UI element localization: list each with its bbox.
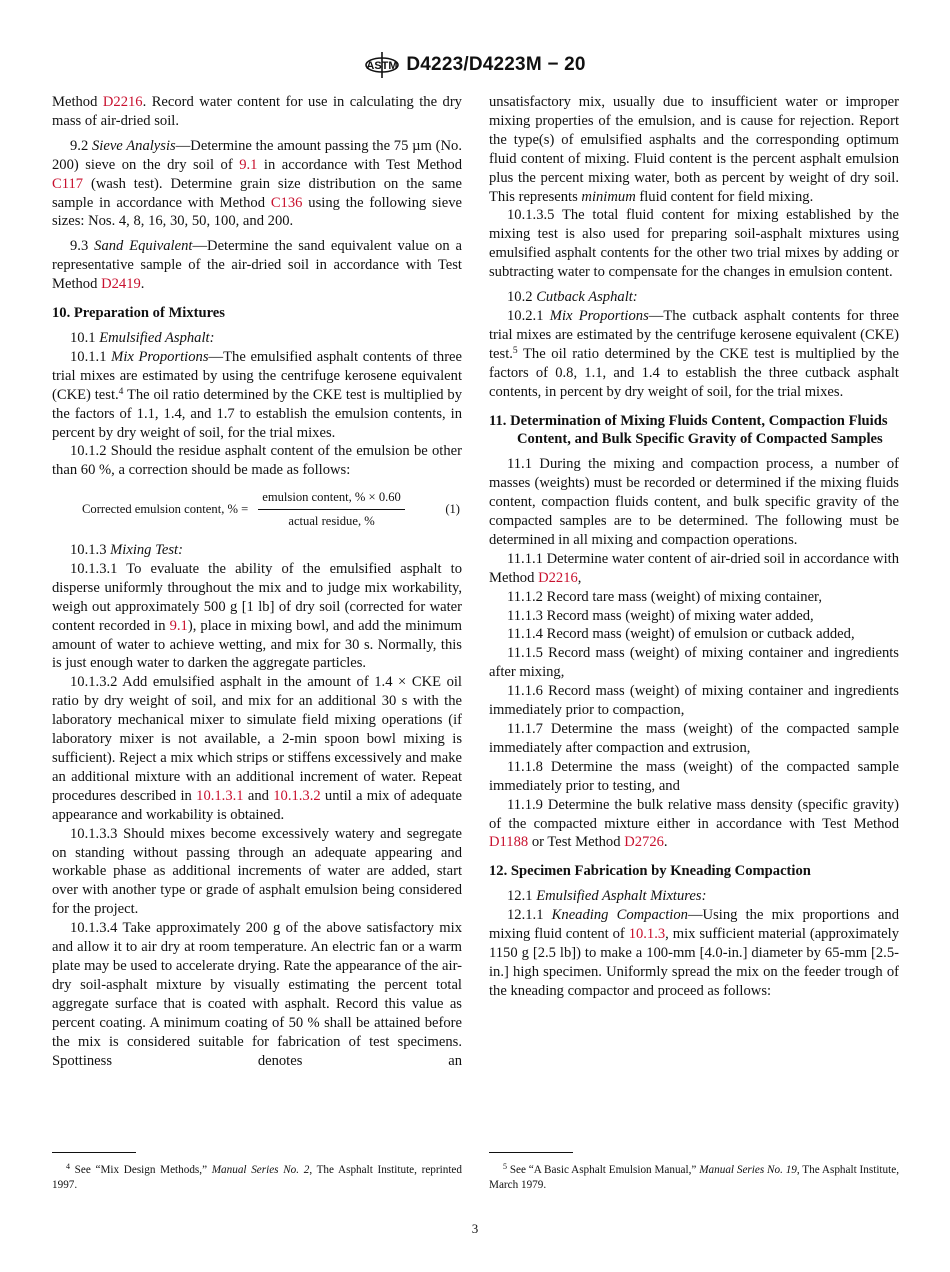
text-run: 10.1.3.3 Should mixes become excessively watery and segregate on standing without passing through an adequate appearing and workable phase as additional increments of water are added, start over with another type or grade of asphalt emulsion being considered for the project. — [52, 825, 462, 918]
text-run: —Using the mix proportions and mixing fluid content of — [489, 907, 900, 943]
text-run: 10.1 — [70, 329, 100, 346]
italic-run: Sand Equivalent — [94, 238, 193, 255]
text-run: 10.1.3 — [70, 542, 111, 559]
italic-run: Sieve Analysis — [91, 137, 176, 154]
text-run: 9.2 — [70, 137, 92, 154]
italic-run: Kneading Compaction — [551, 907, 688, 924]
page-header — [0, 50, 950, 80]
text-run: 11.1.8 Determine the mass (weight) of the compacted sample immediately prior to testing, and — [489, 758, 899, 794]
astm-logo-icon — [364, 50, 400, 80]
equation-lhs: Corrected emulsion content, % = — [82, 502, 249, 517]
paragraph — [52, 442, 462, 480]
italic-run: Mix Proportions — [549, 307, 649, 324]
paragraph — [489, 288, 899, 307]
left-column — [52, 93, 462, 1070]
paragraph — [489, 93, 899, 206]
right-column — [489, 93, 899, 1001]
text-run: 10.1.1 — [70, 348, 112, 365]
text-run: See “A Basic Asphalt Emulsion Manual,” — [507, 1164, 700, 1176]
reference-link[interactable]: 9.1 — [239, 156, 258, 173]
paragraph — [52, 541, 462, 560]
text-run: —Determine the sand equivalent value on a representative sample of the air-dried soil in accordance with Test Method — [52, 238, 462, 293]
reference-link[interactable]: D2216 — [102, 94, 143, 110]
text-run: in accordance with Test Method — [257, 156, 462, 173]
italic-run: Manual Series No. 2 — [211, 1164, 310, 1176]
reference-link[interactable]: D2216 — [538, 569, 578, 586]
paragraph — [489, 607, 899, 626]
paragraph — [52, 919, 462, 1070]
paragraph — [489, 720, 899, 758]
equation-number: (1) — [445, 502, 460, 517]
reference-link[interactable]: D2419 — [101, 276, 141, 293]
equation-fraction — [258, 488, 405, 531]
text-run: fluid content for field mixing. — [635, 188, 814, 205]
footnote-4 — [52, 1163, 462, 1192]
document-designation: D4223/D4223M − 20 — [406, 54, 586, 75]
footnote-marker: 4 — [66, 1162, 70, 1171]
text-run: —The cutback asphalt contents for three trial mixes are estimated by the centrifuge kerosene equivalent (CKE) test. — [489, 307, 900, 362]
text-run: until a mix of adequate appearance and workability is obtained. — [52, 787, 463, 823]
text-run: unsatisfactory mix, usually due to insufficient water or improper mixing properties of the emulsion, and is cause for rejection. Report the type(s) of emulsified asphalts and the corresponding optimum fluid content of mixing. Fluid content is the percent asphalt emulsion plus the percent mixing water, both as percent by weight of dry soil. This represents — [489, 94, 899, 205]
text-run: ), place in mixing bowl, and add the minimum amount of water to achieve wetting, and mix for 30 s. Normally, this is just enough water to darken the aggregate particles. — [52, 617, 462, 672]
text-run: , mix sufficient material (approximately 1150 g [2.5 lb]) to make a 100-mm [4.0-in.] diameter by 65-mm [2.5-in.] high specimen. Uniformly spread the mix on the feeder trough of the kneading compactor and proceed as follows: — [489, 926, 899, 999]
paragraph — [489, 906, 899, 1001]
text-run: 10.2 — [507, 289, 537, 306]
text-run: , The Asphalt Institute, reprinted 1997. — [52, 1164, 462, 1191]
italic-run: Manual Series No. 19 — [699, 1164, 797, 1176]
italic-run: Emulsified Asphalt Mixtures: — [536, 888, 707, 905]
page-number: 3 — [471, 1221, 479, 1236]
text-run: 10. Preparation of Mixtures — [52, 305, 225, 322]
equation-1 — [52, 488, 462, 531]
paragraph — [52, 329, 462, 348]
italic-run: minimum — [581, 188, 636, 205]
text-run: . — [140, 276, 145, 293]
text-run: 11.1.3 Record mass (weight) of mixing water added, — [507, 607, 814, 624]
section-heading — [52, 304, 462, 323]
italic-run: Cutback Asphalt: — [536, 289, 638, 306]
text-run: 10.1.3.2 Add emulsified asphalt in the amount of 1.4 × CKE oil ratio by dry weight of soil, and mix for an additional 30 s with the laboratory mechanical mixer to simulate field mixing operations (if laboratory mixer is not available, a 2-min spoon bowl mixing is sufficient). Reject a mix which strips or stiffens excessively and make an additional mixture with an additional increment of water. Repeat procedures described in — [52, 674, 462, 804]
text-run: 12.1.1 — [507, 907, 552, 924]
paragraph — [52, 560, 462, 673]
text-run: 11.1 During the mixing and compaction process, a number of masses (weights) must be recorded or determined if the mixing fluids content, compaction fluids content, and bulk specific gravity of the compacted samples are to be determined. The following must be determined in all mixing and compaction operations. — [489, 456, 899, 548]
paragraph — [489, 455, 899, 550]
text-run: 10.1.3.4 Take approximately 200 g of the above satisfactory mix and allow it to air dry at room temperature. An electric fan or a warm plate may be used to accelerate drying. Rate the appearance of the air-dry soil-asphalt mixture by visually estimating the percent total aggregate surface that is coated with asphalt. Record this value as percent coating. A minimum coating of 50 % shall be attained before the mix is considered suitable for fabrication of test specimens. Spottiness denotes an — [52, 920, 462, 1069]
footnote-marker: 5 — [503, 1162, 507, 1171]
text-run: 11.1.7 Determine the mass (weight) of the compacted sample immediately after compaction and extrusion, — [489, 721, 899, 756]
paragraph — [52, 673, 462, 824]
text-run: 11.1.6 Record mass (weight) of mixing container and ingredients immediately prior to compaction, — [489, 683, 899, 719]
reference-link[interactable]: 9.1 — [169, 617, 188, 634]
italic-run: Mix Proportions — [111, 348, 209, 365]
text-run: , — [577, 569, 582, 586]
text-run: 9.3 — [70, 238, 95, 255]
paragraph — [52, 93, 462, 131]
text-run: 12.1 — [507, 888, 537, 905]
paragraph — [52, 825, 462, 920]
equation-numerator: emulsion content, % × 0.60 — [258, 488, 405, 510]
footnote-marker: 5 — [512, 345, 518, 356]
reference-link[interactable]: 10.1.3.1 — [196, 787, 244, 804]
footnote-marker: 4 — [118, 386, 124, 397]
section-heading — [489, 862, 899, 881]
reference-link[interactable]: D2726 — [624, 834, 664, 851]
text-run: or Test Method — [528, 834, 625, 851]
paragraph — [489, 644, 899, 682]
footnote-5 — [489, 1163, 899, 1192]
text-run: 11.1.2 Record tare mass (weight) of mixing container, — [507, 588, 822, 605]
text-run: 10.1.3.1 To evaluate the ability of the emulsified asphalt to disperse uniformly throughout the mix and to judge mix workability, weigh out approximately 500 g [1 lb] of dry soil (corrected for water content recorded in — [52, 560, 462, 634]
text-run: 11. Determination of Mixing Fluids Content, Compaction Fluids Content, and Bulk Specific Gravity of Compacted Samples — [489, 412, 888, 448]
text-run: 11.1.1 Determine water content of air-dried soil in accordance with Method — [489, 550, 899, 586]
reference-link[interactable]: D1188 — [489, 834, 529, 851]
text-run: —Determine the amount passing the 75 µm (No. 200) sieve on the dry soil of — [52, 137, 462, 173]
text-run: and — [243, 787, 274, 804]
paragraph — [489, 588, 899, 607]
footnote-rule — [52, 1152, 136, 1153]
text-run: —The emulsified asphalt contents of three trial mixes are estimated by using the centrifuge kerosene equivalent (CKE) test. — [52, 348, 463, 403]
paragraph — [489, 206, 899, 282]
text-run: Method — [52, 94, 103, 110]
svg-text:ASTM: ASTM — [366, 60, 398, 72]
paragraph — [489, 625, 899, 644]
equation-denominator: actual residue, % — [288, 514, 375, 529]
italic-run: Mixing Test: — [110, 542, 183, 559]
paragraph — [489, 550, 899, 588]
text-run: The oil ratio determined by the CKE test is multiplied by the factors of 0.8, 1.1, and 1.4 to establish the three cutback asphalt contents, in percent by dry weight of soil, for the trial mixes. — [489, 345, 899, 400]
paragraph — [489, 682, 899, 720]
section-heading — [489, 412, 899, 450]
paragraph — [489, 307, 899, 402]
paragraph — [52, 137, 462, 232]
text-run: , The Asphalt Institute, March 1979. — [489, 1164, 899, 1191]
reference-link[interactable]: 10.1.3.2 — [273, 787, 321, 804]
text-run: 11.1.4 Record mass (weight) of emulsion or cutback added, — [507, 626, 855, 643]
text-run: 10.1.3.5 The total fluid content for mixing established by the mixing test is also used for preparing soil-asphalt mixtures using emulsified asphalt contents for the other two trial mixes by adding or subtracting water to compensate for the changes in emulsion content. — [489, 207, 899, 281]
text-run: using the following sieve sizes: Nos. 4, 8, 16, 30, 50, 100, and 200. — [52, 194, 462, 230]
paragraph — [52, 348, 462, 443]
text-run: 10.2.1 — [507, 307, 550, 324]
text-run: 10.1.2 Should the residue asphalt content of the emulsion be other than 60 %, a correction should be made as follows: — [52, 443, 462, 479]
text-run: 11.1.5 Record mass (weight) of mixing container and ingredients after mixing, — [489, 645, 899, 681]
paragraph — [489, 758, 899, 796]
paragraph — [52, 237, 462, 294]
text-run: See “Mix Design Methods,” — [70, 1164, 212, 1176]
text-run: 12. Specimen Fabrication by Kneading Compaction — [489, 863, 811, 880]
text-run: The oil ratio determined by the CKE test is multiplied by the factors of 1.1, 1.4, and 1.7 to establish the emulsion contents, in percent by dry weight of soil, for the trial mixes. — [52, 386, 462, 441]
paragraph — [489, 796, 899, 853]
reference-link[interactable]: 10.1.3 — [628, 926, 666, 943]
text-run: . — [663, 834, 668, 851]
text-run: (wash test). Determine grain size distribution on the same sample in accordance with Method — [52, 175, 462, 211]
paragraph — [489, 887, 899, 906]
text-run: . Record water content for use in calculating the dry mass of air-dried soil. — [52, 94, 462, 129]
reference-link[interactable]: C117 — [52, 175, 84, 192]
italic-run: Emulsified Asphalt: — [99, 329, 215, 346]
text-run: 11.1.9 Determine the bulk relative mass density (specific gravity) of the compacted mixture either in accordance with Test Method — [489, 796, 899, 832]
reference-link[interactable]: C136 — [270, 194, 303, 211]
footnote-rule — [489, 1152, 573, 1153]
